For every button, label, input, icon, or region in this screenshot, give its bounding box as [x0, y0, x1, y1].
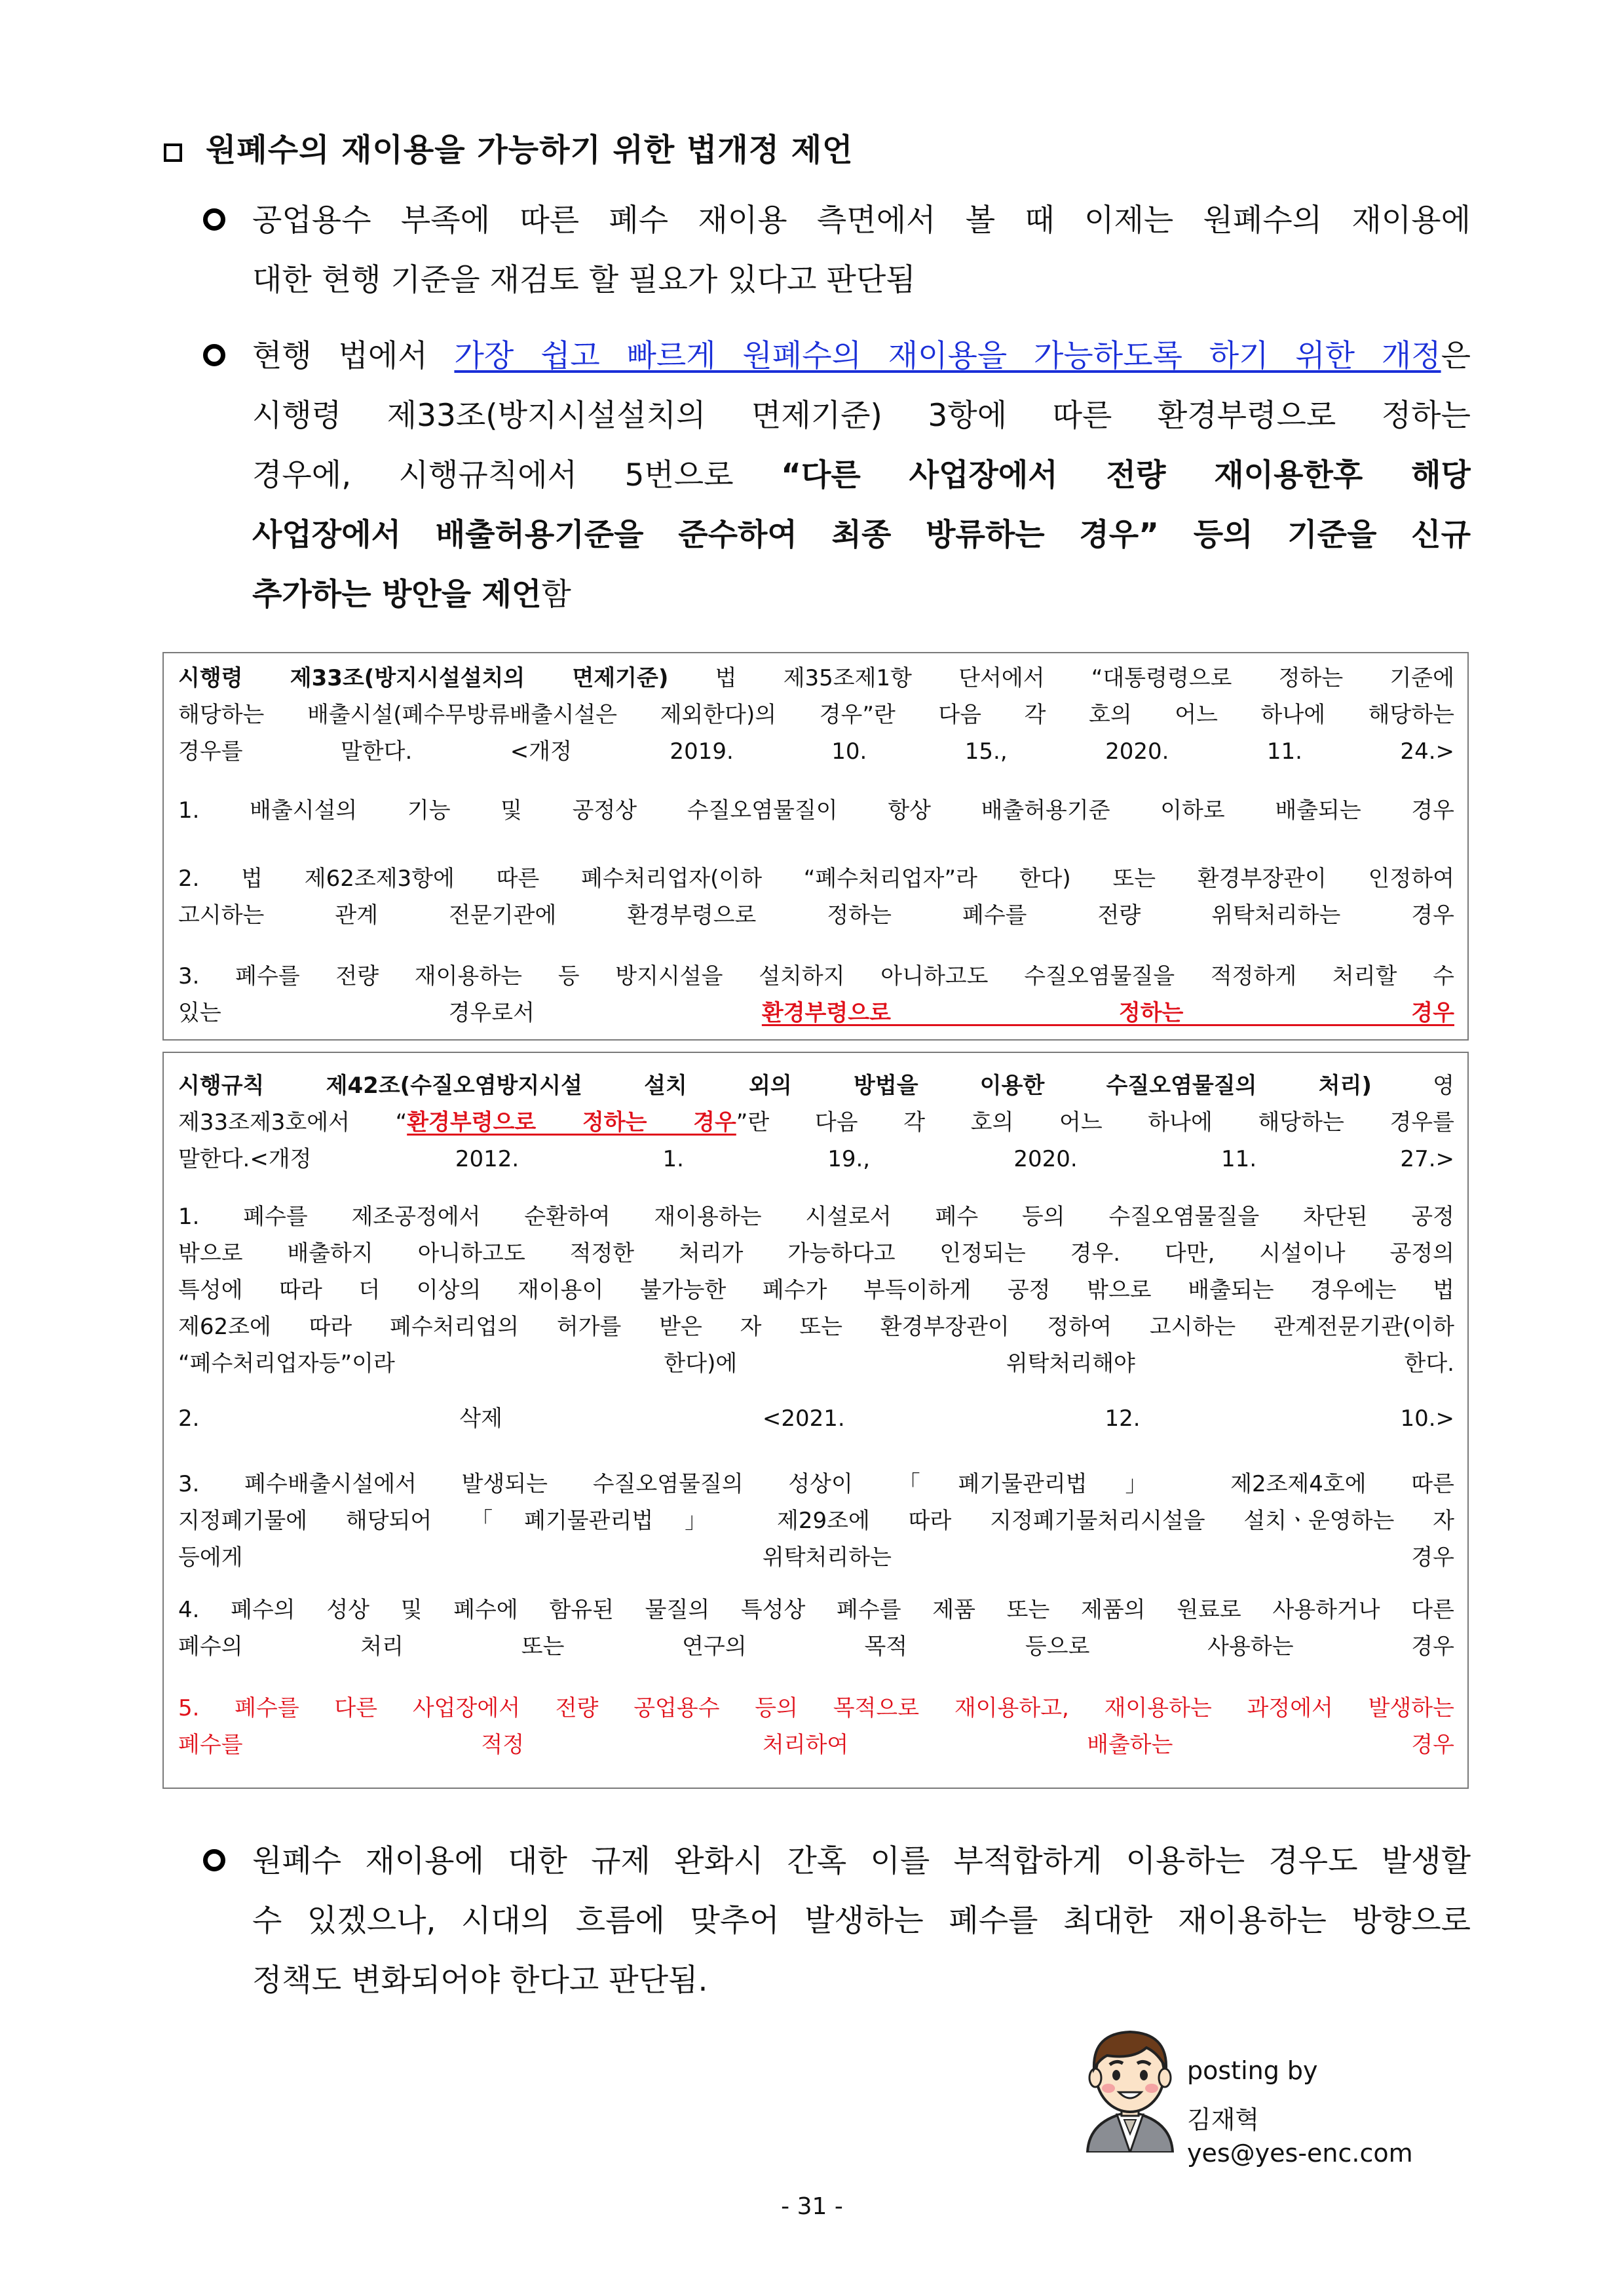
text-segment: 영 — [1371, 1073, 1454, 1099]
bold-text: 시행규칙 제42조(수질오염방지시설 설치 외의 방법을 이용한 수질오염물질의 처리) — [178, 1073, 1372, 1099]
decree-item-3 — [178, 958, 1454, 1031]
page-number: - 31 - — [781, 2193, 843, 2220]
text-line: 해당하는 배출시설(폐수무방류배출시설은 제외한다)의 경우”란 다음 각 호의 어느 하나에 해당하는 — [178, 702, 1454, 728]
bullet-paragraph-1 — [252, 191, 1471, 310]
rule-item-5-proposed — [178, 1690, 1454, 1763]
red-emphasis-text: 환경부령으로 정하는 경우 — [407, 1109, 736, 1136]
rule-item-1 — [178, 1198, 1454, 1382]
text-line: 공업용수 부족에 따른 폐수 재이용 측면에서 볼 때 이제는 원폐수의 재이용에 — [252, 202, 1471, 239]
text-line: 4. 폐수의 성상 및 폐수에 함유된 물질의 특성상 폐수를 제품 또는 제품의 원료로 사용하거나 다른 — [178, 1597, 1454, 1623]
red-emphasis-text: 환경부령으로 정하는 경우 — [761, 1000, 1454, 1026]
text-line: 2. 삭제 <2021. 12. 10.> — [178, 1406, 1454, 1432]
rule-item-2 — [178, 1400, 1454, 1437]
text-line: 특성에 따라 더 이상의 재이용이 불가능한 폐수가 부득이하게 공정 밖으로 배출되는 경우에는 법 — [178, 1277, 1454, 1303]
text-line — [252, 446, 1471, 505]
text-line: 1. 배출시설의 기능 및 공정상 수질오염물질이 항상 배출허용기준 이하로 배출되는 경우 — [178, 797, 1454, 824]
checkbox-square-icon — [164, 144, 182, 162]
text-segment: 은 — [1441, 338, 1471, 374]
section-heading — [164, 124, 854, 170]
text-line: “폐수처리업자등”이라 한다)에 위탁처리해야 한다. — [178, 1350, 1454, 1377]
text-segment: 경우에, 시행규칙에서 5번으로 — [252, 457, 782, 493]
text-line: 2. 법 제62조제3항에 따른 폐수처리업자(이하 “폐수처리업자”라 한다) 또는 환경부장관이 인정하여 — [178, 866, 1454, 892]
text-line: 제62조에 따라 폐수처리업의 허가를 받은 자 또는 환경부장관이 정하여 고시하는 관계전문기관(이하 — [178, 1314, 1454, 1340]
text-line — [178, 995, 1454, 1031]
bullet-paragraph-3 — [252, 1831, 1471, 2010]
text-line: 고시하는 관계 전문기관에 환경부령으로 정하는 폐수를 전량 위탁처리하는 경우 — [178, 902, 1454, 928]
text-segment: 있는 경우로서 — [178, 1000, 762, 1026]
text-line — [178, 1104, 1454, 1141]
decree-intro — [178, 660, 1454, 770]
signature-email[interactable]: yes@yes-enc.com — [1187, 2139, 1413, 2168]
text-line — [178, 1067, 1454, 1104]
text-line: 1. 폐수를 제조공정에서 순환하여 재이용하는 시설로서 폐수 등의 수질오염물질을 차단된 공정 — [178, 1204, 1454, 1230]
circle-bullet-icon — [203, 1849, 225, 1871]
signature-posting-by: posting by — [1187, 2056, 1318, 2085]
text-line: 등에게 위탁처리하는 경우 — [178, 1544, 1454, 1571]
bold-text: 사업장에서 배출허용기준을 준수하여 최종 방류하는 경우” 등의 기준을 신규 — [252, 517, 1471, 553]
text-line: 말한다.<개정 2012. 1. 19., 2020. 11. 27.> — [178, 1146, 1454, 1172]
bold-text: 시행령 제33조(방지시설설치의 면제기준) — [178, 665, 669, 691]
text-line: 5. 폐수를 다른 사업장에서 전량 공업용수 등의 목적으로 재이용하고, 재이용하는 과정에서 발생하는 — [178, 1695, 1454, 1721]
text-line: 경우를 말한다. <개정 2019. 10. 15., 2020. 11. 24.> — [178, 738, 1454, 765]
text-line: 지정폐기물에 해당되어 「폐기물관리법」 제29조에 따라 지정폐기물처리시설을 설치ㆍ운영하는 자 — [178, 1508, 1454, 1534]
decree-item-1 — [178, 792, 1454, 829]
highlight-link[interactable]: 가장 쉽고 빠르게 원폐수의 재이용을 가능하도록 하기 위한 개정 — [454, 338, 1441, 374]
section-heading-text: 원폐수의 재이용을 가능하기 위한 법개정 제언 — [206, 132, 854, 168]
text-line: 3. 폐수를 전량 재이용하는 등 방지시설을 설치하지 아니하고도 수질오염물질을 적정하게 처리할 수 — [178, 963, 1454, 989]
text-line: 밖으로 배출하지 아니하고도 적정한 처리가 가능하다고 인정되는 경우. 다만, 시설이나 공정의 — [178, 1240, 1454, 1267]
text-line: 3. 폐수배출시설에서 발생되는 수질오염물질의 성상이 「폐기물관리법」 제2조제4호에 따른 — [178, 1471, 1454, 1497]
text-segment: 함 — [541, 577, 571, 613]
text-line: 시행령 제33조(방지시설설치의 면제기준) 3항에 따른 환경부령으로 정하는 — [252, 398, 1471, 434]
circle-bullet-icon — [203, 208, 225, 231]
text-line: 폐수의 처리 또는 연구의 목적 등으로 사용하는 경우 — [178, 1634, 1454, 1660]
text-line — [252, 505, 1471, 565]
text-line: 폐수를 적정 처리하여 배출하는 경우 — [178, 1732, 1454, 1758]
law-box-enforcement-decree — [162, 652, 1469, 1041]
rule-intro — [178, 1067, 1454, 1177]
text-segment: 제33조제3호에서 “ — [178, 1109, 407, 1136]
text-segment: 현행 법에서 — [252, 338, 455, 374]
text-line: 원폐수 재이용에 대한 규제 완화시 간혹 이를 부적합하게 이용하는 경우도 발생할 — [252, 1843, 1471, 1879]
bullet-paragraph-2 — [252, 326, 1471, 624]
text-line — [178, 660, 1454, 697]
signature-name: 김재혁 — [1187, 2105, 1260, 2134]
text-segment: ”란 다음 각 호의 어느 하나에 해당하는 경우를 — [736, 1109, 1454, 1136]
rule-item-4 — [178, 1592, 1454, 1665]
bold-text: “다른 사업장에서 전량 재이용한후 해당 — [781, 457, 1471, 493]
text-line — [252, 565, 1471, 624]
text-line: 대한 현행 기준을 재검토 할 필요가 있다고 판단됨 — [252, 262, 916, 298]
text-segment: 법 제35조제1항 단서에서 “대통령령으로 정하는 기준에 — [668, 665, 1454, 691]
decree-item-2 — [178, 860, 1454, 934]
rule-item-3 — [178, 1466, 1454, 1576]
text-line: 수 있겠으나, 시대의 흐름에 맞추어 발생하는 폐수를 최대한 재이용하는 방향으로 — [252, 1903, 1471, 1939]
bold-text: 추가하는 방안을 제언 — [252, 577, 542, 613]
circle-bullet-icon — [203, 344, 225, 366]
law-box-enforcement-rule — [162, 1052, 1469, 1789]
text-line: 정책도 변화되어야 한다고 판단됨. — [252, 1962, 708, 1999]
text-line — [252, 326, 1471, 386]
author-avatar-icon — [1081, 2021, 1179, 2152]
